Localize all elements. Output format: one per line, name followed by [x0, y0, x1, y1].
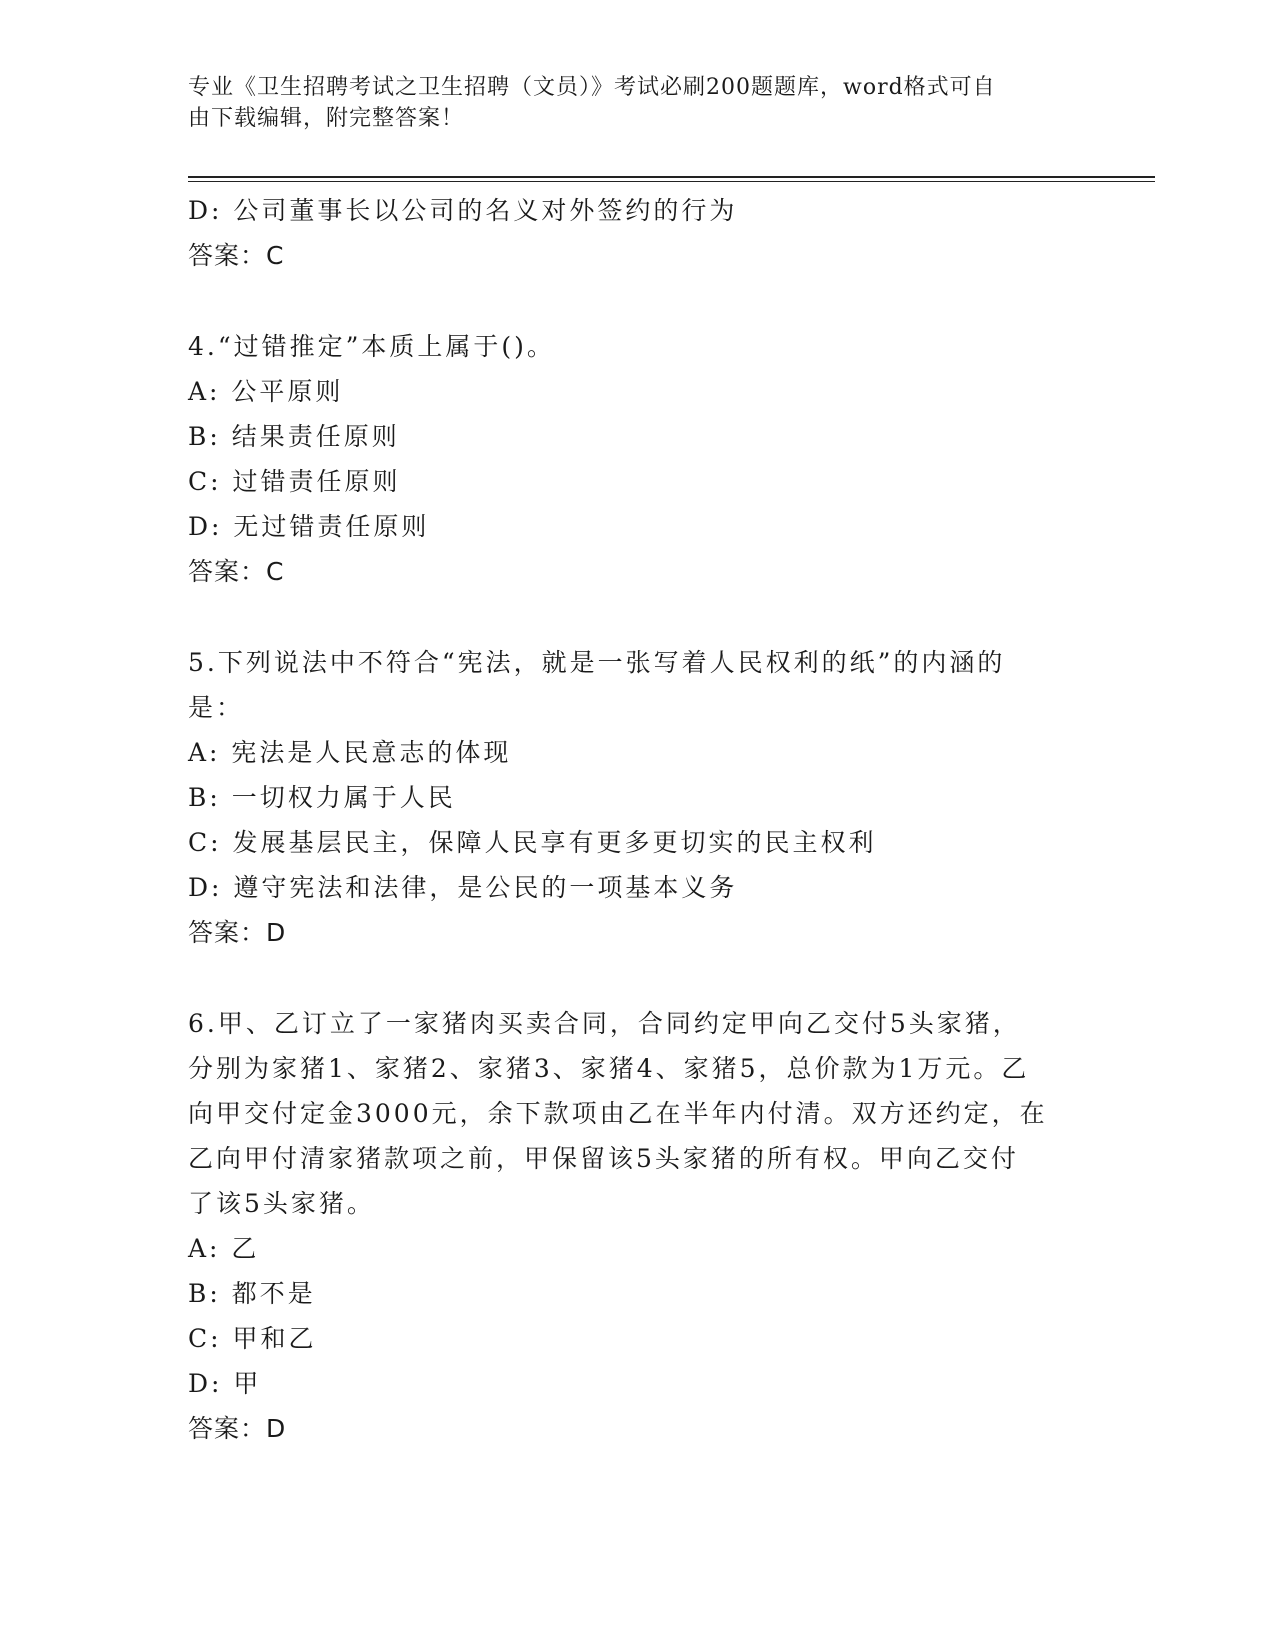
- spacer: [188, 594, 1088, 640]
- question-stem-line-3: 向甲交付定金3000元，余下款项由乙在半年内付清。双方还约定，在: [188, 1099, 1048, 1128]
- header-line-2: 由下载编辑，附完整答案！: [188, 106, 465, 131]
- question-stem-line-2: 分别为家猪1、家猪2、家猪3、家猪4、家猪5，总价款为1万元。乙: [188, 1054, 1030, 1083]
- option-b: B: 一切权力属于人民: [188, 783, 456, 812]
- answer-line: 答案：C: [188, 241, 285, 270]
- question-stem-line-5: 了该5头家猪。: [188, 1189, 375, 1218]
- option-b: B: 都不是: [188, 1279, 316, 1308]
- question-stem-line-1: 5.下列说法中不符合“宪法，就是一张写着人民权利的纸”的内涵的: [188, 648, 1006, 677]
- option-c: C: 过错责任原则: [188, 467, 401, 496]
- header-rule-thick: [188, 176, 1155, 178]
- question-stem-line-4: 乙向甲付清家猪款项之前，甲保留该5头家猪的所有权。甲向乙交付: [188, 1144, 1019, 1173]
- option-d: D: 遵守宪法和法律，是公民的一项基本义务: [188, 873, 738, 902]
- option-c: C: 甲和乙: [188, 1324, 317, 1353]
- option-b: B: 结果责任原则: [188, 422, 400, 451]
- option-a: A: 公平原则: [188, 377, 344, 406]
- answer-line: 答案：D: [188, 1414, 287, 1443]
- spacer: [188, 955, 1088, 1001]
- question-stem: 4.“过错推定”本质上属于()。: [188, 332, 555, 361]
- answer-line: 答案：D: [188, 918, 287, 947]
- question-6: [188, 1001, 1088, 1451]
- option-c: C: 发展基层民主，保障人民享有更多更切实的民主权利: [188, 828, 877, 857]
- header-line-1: 专业《卫生招聘考试之卫生招聘（文员）》考试必刷200题题库，word格式可自: [188, 75, 996, 100]
- document-body: [188, 188, 1088, 1451]
- option-d: D: 甲: [188, 1369, 262, 1398]
- option-d: D: 无过错责任原则: [188, 512, 430, 541]
- option-d: D: 公司董事长以公司的名义对外签约的行为: [188, 196, 738, 225]
- question-stem-line-2: 是：: [188, 693, 245, 722]
- answer-line: 答案：C: [188, 557, 285, 586]
- document-header: [188, 72, 1068, 134]
- question-4: [188, 324, 1088, 594]
- question-stem-line-1: 6.甲、乙订立了一家猪肉买卖合同，合同约定甲向乙交付5头家猪，: [188, 1009, 1021, 1038]
- option-a: A: 宪法是人民意志的体现: [188, 738, 512, 767]
- option-a: A: 乙: [188, 1234, 260, 1263]
- spacer: [188, 278, 1088, 324]
- question-3-tail: [188, 188, 1088, 278]
- question-5: [188, 640, 1088, 955]
- header-rule-thin: [188, 181, 1155, 182]
